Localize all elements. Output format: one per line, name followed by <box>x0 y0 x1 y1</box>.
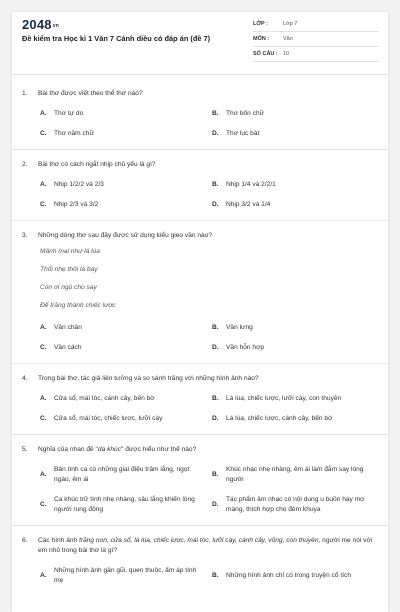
option-text: Khúc nhạc nhẹ nhàng, êm ái làm đắm say lòng người <box>226 466 364 483</box>
option-letter: B. <box>212 110 219 117</box>
question-number: 6. <box>22 537 28 544</box>
question-list <box>12 89 388 596</box>
question-divider <box>12 149 388 150</box>
option-a[interactable] <box>12 394 212 404</box>
option-letter: A. <box>40 572 47 579</box>
question-text-emphasis: dạ khúc <box>97 446 122 453</box>
option-text: Lá lúa, chiếc lược, cánh cây, bến bờ <box>226 415 333 422</box>
option-text: Lá lúa, chiếc lược, lưỡi cày, con thuyền <box>226 395 342 402</box>
question-stem <box>12 374 388 384</box>
option-list <box>12 109 388 139</box>
meta-subject-value: Văn <box>283 36 293 42</box>
option-letter: B. <box>212 395 219 402</box>
document-title: Đề kiểm tra Học kì 1 Văn 7 Cánh diều có đáp án (đề 7) <box>22 34 211 43</box>
option-letter: A. <box>40 471 47 478</box>
option-letter: C. <box>40 415 47 422</box>
option-b[interactable] <box>212 465 384 485</box>
poem-line: Mảnh mai như lá lúa <box>40 248 100 255</box>
option-text: Thơ tự do <box>54 110 84 117</box>
meta-class <box>253 17 379 32</box>
option-letter: D. <box>212 344 219 351</box>
meta-class-value: Lớp 7 <box>283 21 298 27</box>
option-letter: C. <box>40 501 47 508</box>
question-5 <box>12 445 388 526</box>
question-text: Bài thơ được viết theo thể thơ nào? <box>38 90 143 97</box>
question-stem <box>12 445 388 455</box>
question-stem <box>12 89 388 99</box>
question-text: Bài thơ có cách ngắt nhịp chủ yếu là gì? <box>38 161 156 168</box>
question-text-after: " được hiểu như thế nào? <box>121 446 197 453</box>
option-a[interactable] <box>12 465 212 485</box>
question-3 <box>12 231 388 364</box>
option-list <box>12 394 388 424</box>
poem-line: Thổi nhẹ thôi là bay <box>40 266 98 273</box>
option-letter: D. <box>212 501 219 508</box>
question-divider <box>12 363 388 364</box>
poem-line: Con ơi ngủ cho say <box>40 284 97 291</box>
option-text: Thơ năm chữ <box>54 130 94 137</box>
option-d[interactable] <box>212 414 384 424</box>
question-text: Những dòng thơ sau đây được sử dụng kiểu gieo vần nào? <box>38 232 213 239</box>
option-letter: B. <box>212 181 219 188</box>
option-c[interactable] <box>12 200 212 210</box>
header-divider <box>12 74 388 75</box>
option-d[interactable] <box>212 129 384 139</box>
option-text: Cửa sổ, mái tóc, chiếc lược, lưỡi cày <box>54 415 163 422</box>
question-2 <box>12 160 388 221</box>
option-letter: C. <box>40 130 47 137</box>
option-letter: D. <box>212 130 219 137</box>
option-a[interactable] <box>12 566 212 586</box>
option-b[interactable] <box>212 394 384 404</box>
option-d[interactable] <box>212 343 384 353</box>
option-text: Cửa sổ, mái tóc, cánh cây, bến bờ <box>54 395 155 402</box>
question-number: 4. <box>22 375 28 382</box>
question-text-before: Các hình ảnh <box>38 537 80 544</box>
option-letter: A. <box>40 181 47 188</box>
question-divider <box>12 525 388 526</box>
option-letter: A. <box>40 395 47 402</box>
meta-count-label: SỐ CÂU : <box>253 51 278 57</box>
option-c[interactable] <box>12 343 212 353</box>
option-text: Ca khúc trữ tình nhẹ nhàng, sâu lắng khiến lòng người rung động <box>54 496 195 513</box>
option-letter: B. <box>212 471 219 478</box>
option-a[interactable] <box>12 180 212 190</box>
option-text: Thơ bốn chữ <box>226 110 265 117</box>
question-stem <box>12 231 388 241</box>
meta-subject-label: MÔN : <box>253 36 270 42</box>
meta-subject <box>253 32 379 47</box>
option-letter: D. <box>212 201 219 208</box>
option-list <box>12 180 388 210</box>
poem-excerpt <box>12 247 388 319</box>
option-a[interactable] <box>12 109 212 119</box>
option-text: Những hình ảnh gần gũi, quen thuộc, ấm áp tình mẹ <box>54 567 197 584</box>
option-text: Tác phẩm âm nhạc có nội dung u buồn hay mơ màng, thích hợp cho đêm khuya <box>226 496 365 513</box>
exam-page <box>12 12 388 612</box>
option-letter: B. <box>212 324 219 331</box>
question-divider <box>12 434 388 435</box>
question-6 <box>12 536 388 586</box>
option-b[interactable] <box>212 109 384 119</box>
option-b[interactable] <box>212 180 384 190</box>
option-text: Nhịp 1/2/2 và 2/3 <box>54 181 104 188</box>
option-list <box>12 323 388 353</box>
option-text: Bản tình ca có những giai điệu trầm lắng, ngọt ngào, êm ái <box>54 466 190 483</box>
option-b[interactable] <box>212 323 384 333</box>
question-1 <box>12 89 388 150</box>
option-c[interactable] <box>12 495 212 515</box>
meta-count-value: 10 <box>283 51 290 57</box>
option-b[interactable] <box>212 566 384 586</box>
question-text-emphasis: trăng non, cửa sổ, lá lúa, chiếc lược, mái tóc, lưỡi cày, cánh cây, võng, con thuyền <box>79 537 319 544</box>
question-number: 2. <box>22 161 28 168</box>
question-divider <box>12 220 388 221</box>
option-text: Nhịp 1/4 và 2/2/1 <box>226 181 276 188</box>
question-number: 1. <box>22 90 28 97</box>
question-text-before: Nghĩa của nhan đề " <box>38 446 98 453</box>
option-d[interactable] <box>212 495 384 515</box>
meta-count <box>253 47 379 62</box>
question-stem <box>12 536 388 556</box>
option-c[interactable] <box>12 129 212 139</box>
option-text: Vần chân <box>54 324 82 331</box>
question-4 <box>12 374 388 435</box>
question-stem <box>12 160 388 170</box>
logo-suffix: vn <box>52 23 59 29</box>
poem-line: Để trăng thành chiếc lược <box>40 302 116 309</box>
option-letter: A. <box>40 324 47 331</box>
option-text: Thơ lục bát <box>226 130 260 137</box>
option-text: Nhịp 3/2 và 1/4 <box>226 201 271 208</box>
option-list <box>12 465 388 515</box>
option-text: Vần lưng <box>226 324 253 331</box>
meta-class-label: LỚP : <box>253 21 268 27</box>
option-list <box>12 566 388 586</box>
question-text-after: , người mẹ nói với em nhỏ trong bài thơ là gì? <box>38 537 373 554</box>
question-number: 5. <box>22 446 28 453</box>
option-letter: B. <box>212 572 219 579</box>
logo-text: 2048 <box>22 17 52 32</box>
option-text: Vần cách <box>54 344 82 351</box>
option-text: Những hình ảnh chỉ có trong truyện cổ tích <box>226 572 352 579</box>
option-text: Nhịp 2/3 và 3/2 <box>54 201 99 208</box>
option-a[interactable] <box>12 323 212 333</box>
option-c[interactable] <box>12 414 212 424</box>
option-d[interactable] <box>212 200 384 210</box>
option-text: Vần hỗn hợp <box>226 344 265 351</box>
option-letter: C. <box>40 344 47 351</box>
option-letter: D. <box>212 415 219 422</box>
option-letter: A. <box>40 110 47 117</box>
question-text: Trong bài thơ, tác giả liên tưởng và so sánh trăng với những hình ảnh nào? <box>38 375 259 382</box>
site-logo[interactable] <box>22 17 59 32</box>
option-letter: C. <box>40 201 47 208</box>
question-number: 3. <box>22 232 28 239</box>
exam-meta <box>253 17 379 62</box>
